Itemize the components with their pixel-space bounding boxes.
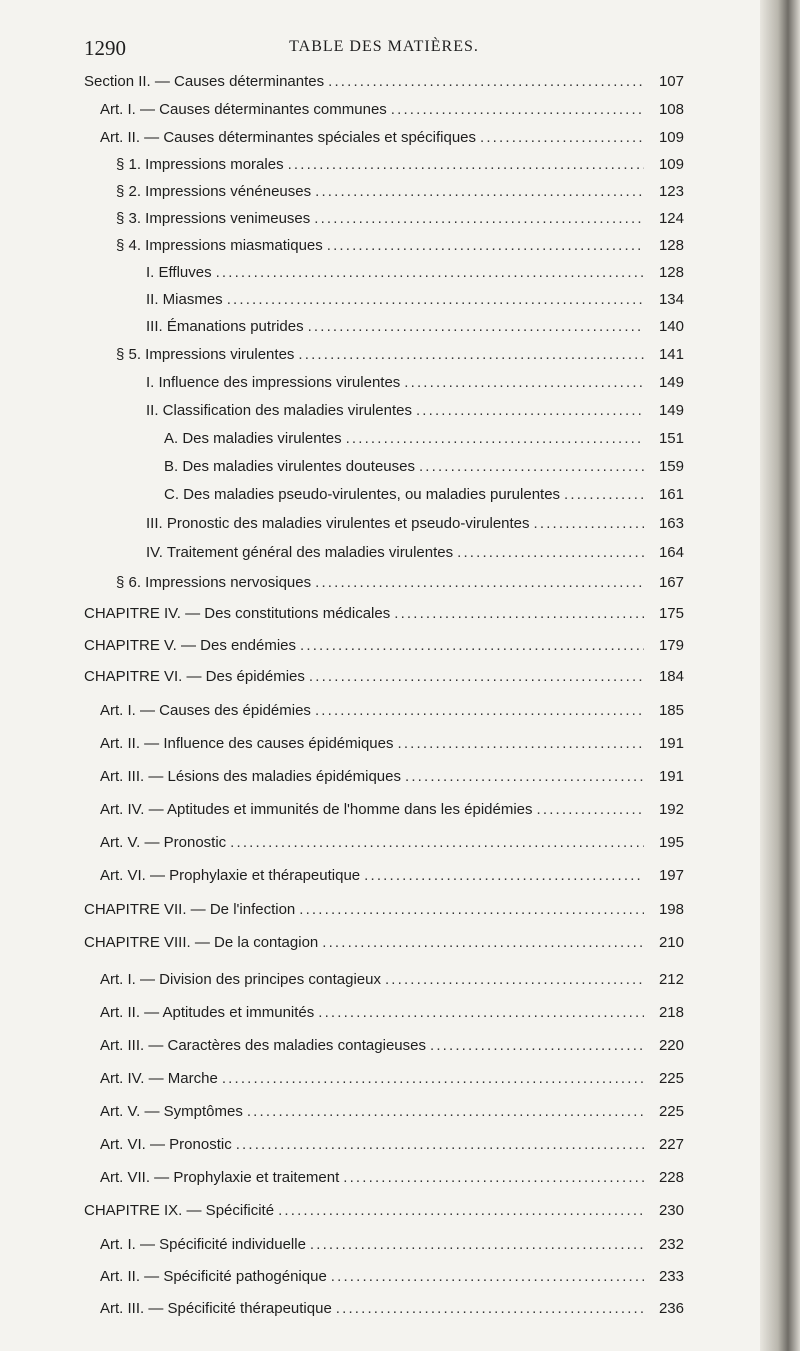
leader-dots [405,767,644,787]
toc-entry-label: C. Des maladies pseudo-virulentes, ou maladies purulentes [164,486,561,503]
toc-entry-label: III. Émanations putrides [146,318,304,335]
toc-entry [100,1003,684,1023]
toc-entry-page: 149 [658,374,684,391]
toc-entry-page: 107 [658,73,684,90]
toc-entry [116,155,684,175]
toc-entry [116,209,684,229]
toc-entry-label: CHAPITRE VI. — Des épidémies [84,668,305,685]
toc-entry-label: I. Influence des impressions virulentes [146,374,401,391]
toc-entry [100,1135,684,1155]
toc-entry-page: 232 [658,1236,684,1253]
toc-entry [100,1267,684,1287]
toc-entry-label: CHAPITRE IV. — Des constitutions médicales [84,605,391,622]
toc-entry [100,970,684,990]
leader-dots [480,128,644,148]
leader-dots [328,72,644,92]
toc-entry-page: 225 [658,1070,684,1087]
toc-entry-label: § 3. Impressions venimeuses [116,210,311,227]
toc-entry [116,573,684,593]
toc-entry-label: Art. II. — Influence des causes épidémiques [100,735,394,752]
toc-entry [100,1069,684,1089]
toc-entry-page: 164 [658,544,684,561]
toc-entry [100,100,684,120]
toc-entry-page: 179 [658,637,684,654]
toc-entry-label: Art. I. — Causes déterminantes communes [100,101,387,118]
leader-dots [288,155,644,175]
leader-dots [419,457,644,477]
leader-dots [278,1201,644,1221]
toc-entry [100,1299,684,1319]
toc-entry-page: 197 [658,867,684,884]
leader-dots [318,1003,644,1023]
toc-entry-page: 191 [658,735,684,752]
leader-dots [343,1168,644,1188]
toc-entry-label: Art. I. — Causes des épidémies [100,702,311,719]
toc-entry-page: 151 [658,430,684,447]
toc-entry-label: Section II. — Causes déterminantes [84,73,325,90]
toc-entry [100,1102,684,1122]
toc-entry-label: B. Des maladies virulentes douteuses [164,458,415,475]
toc-entry [100,734,684,754]
toc-entry-label: Art. V. — Pronostic [100,834,227,851]
leader-dots [236,1135,644,1155]
toc-entry-label: Art. IV. — Marche [100,1070,218,1087]
leader-dots [298,345,644,365]
toc-entry-page: 227 [658,1136,684,1153]
running-title: TABLE DES MATIÈRES. [289,38,479,55]
leader-dots [457,543,644,563]
toc-entry [100,767,684,787]
toc-entry-page: 225 [658,1103,684,1120]
toc-entry-page: 233 [658,1268,684,1285]
leader-dots [398,734,645,754]
leader-dots [537,800,644,820]
toc-entry [100,800,684,820]
leader-dots [331,1267,644,1287]
toc-entry-label: Art. II. — Spécificité pathogénique [100,1268,327,1285]
toc-entry-label: CHAPITRE VII. — De l'infection [84,901,296,918]
toc-entry [84,72,684,92]
leader-dots [308,317,644,337]
toc-entry-label: Art. II. — Aptitudes et immunités [100,1004,315,1021]
toc-entry [100,128,684,148]
toc-entry-label: Art. VI. — Pronostic [100,1136,232,1153]
toc-entry-page: 124 [658,210,684,227]
toc-entry-label: IV. Traitement général des maladies virulentes [146,544,454,561]
leader-dots [346,429,644,449]
toc-entry-page: 218 [658,1004,684,1021]
toc-entry-label: I. Effluves [146,264,212,281]
toc-entry-label: Art. IV. — Aptitudes et immunités de l'homme dans les épidémies [100,801,533,818]
toc-entry-page: 134 [658,291,684,308]
leader-dots [299,900,644,920]
toc-entry-page: 128 [658,264,684,281]
toc-entry [84,636,684,656]
toc-entry-page: 220 [658,1037,684,1054]
toc-entry [146,543,684,563]
leader-dots [300,636,644,656]
leader-dots [564,485,644,505]
page-header [84,36,684,60]
toc-entry-page: 236 [658,1300,684,1317]
leader-dots [230,833,644,853]
toc-entry [146,290,684,310]
toc-entry [146,514,684,534]
leader-dots [222,1069,644,1089]
toc-entry-label: II. Miasmes [146,291,223,308]
toc-entry [100,1168,684,1188]
toc-entry [146,373,684,393]
toc-entry [164,429,684,449]
leader-dots [364,866,644,886]
toc-entry-page: 175 [658,605,684,622]
toc-entry-page: 198 [658,901,684,918]
toc-entry [116,345,684,365]
toc-entry-page: 109 [658,129,684,146]
toc-entry [164,457,684,477]
toc-entry-label: Art. I. — Division des principes contagieux [100,971,381,988]
leader-dots [534,514,644,534]
toc-entry-label: § 5. Impressions virulentes [116,346,295,363]
page-edge-shadow [760,0,800,1351]
toc-entry-label: § 6. Impressions nervosiques [116,574,312,591]
toc-entry-label: A. Des maladies virulentes [164,430,342,447]
toc-entry-page: 140 [658,318,684,335]
toc-entry-page: 192 [658,801,684,818]
toc-entry-page: 108 [658,101,684,118]
toc-entry-page: 109 [658,156,684,173]
toc-entry [100,833,684,853]
toc-entry-label: Art. II. — Causes déterminantes spéciales et spécifiques [100,129,477,146]
leader-dots [315,573,644,593]
toc-entry [100,866,684,886]
toc-entry-label: § 2. Impressions vénéneuses [116,183,312,200]
toc-entry-page: 191 [658,768,684,785]
toc-entry-page: 163 [658,515,684,532]
toc-entry [84,900,684,920]
toc-entry-page: 159 [658,458,684,475]
leader-dots [309,667,644,687]
toc-entry-label: Art. VII. — Prophylaxie et traitement [100,1169,340,1186]
toc-entry-label: CHAPITRE IX. — Spécificité [84,1202,275,1219]
toc-entry-label: CHAPITRE VIII. — De la contagion [84,934,319,951]
leader-dots [314,209,644,229]
leader-dots [315,182,644,202]
leader-dots [310,1235,644,1255]
toc-entry-label: § 4. Impressions miasmatiques [116,237,323,254]
leader-dots [416,401,644,421]
leader-dots [227,290,644,310]
leader-dots [391,100,644,120]
toc-entry-label: Art. III. — Spécificité thérapeutique [100,1300,332,1317]
toc-entry [100,1235,684,1255]
toc-entry [116,182,684,202]
toc-entry-label: III. Pronostic des maladies virulentes et pseudo-virulentes [146,515,530,532]
toc-entry-page: 212 [658,971,684,988]
toc-entry-label: § 1. Impressions morales [116,156,284,173]
toc-entry [146,263,684,283]
toc-entry-label: Art. III. — Caractères des maladies contagieuses [100,1037,426,1054]
toc-entry-page: 184 [658,668,684,685]
leader-dots [315,701,644,721]
toc-entry [100,1036,684,1056]
leader-dots [247,1102,644,1122]
toc-entry [84,604,684,624]
page-number: 1290 [84,36,126,60]
toc-entry-label: Art. I. — Spécificité individuelle [100,1236,306,1253]
toc-entry-page: 149 [658,402,684,419]
leader-dots [385,970,644,990]
toc-entry-label: CHAPITRE V. — Des endémies [84,637,297,654]
toc-entry [84,1201,684,1221]
leader-dots [394,604,644,624]
toc-entry-page: 141 [658,346,684,363]
leader-dots [322,933,644,953]
leader-dots [327,236,644,256]
toc-entry [84,667,684,687]
toc-entry-page: 185 [658,702,684,719]
toc-entry-page: 195 [658,834,684,851]
toc-entry-label: Art. VI. — Prophylaxie et thérapeutique [100,867,361,884]
toc-entry [146,317,684,337]
toc-entry [164,485,684,505]
toc-entry-page: 167 [658,574,684,591]
toc-entry-label: Art. V. — Symptômes [100,1103,243,1120]
toc-entry-page: 228 [658,1169,684,1186]
leader-dots [404,373,644,393]
toc-entry [100,701,684,721]
toc-entry-page: 161 [658,486,684,503]
toc-entry-page: 128 [658,237,684,254]
toc-entry-page: 210 [658,934,684,951]
toc-entry-page: 230 [658,1202,684,1219]
leader-dots [336,1299,644,1319]
toc-entry-label: II. Classification des maladies virulentes [146,402,412,419]
toc-entry-label: Art. III. — Lésions des maladies épidémiques [100,768,401,785]
toc-entry [146,401,684,421]
toc-entry [84,933,684,953]
leader-dots [216,263,644,283]
leader-dots [430,1036,644,1056]
toc-entry [116,236,684,256]
toc-entry-page: 123 [658,183,684,200]
